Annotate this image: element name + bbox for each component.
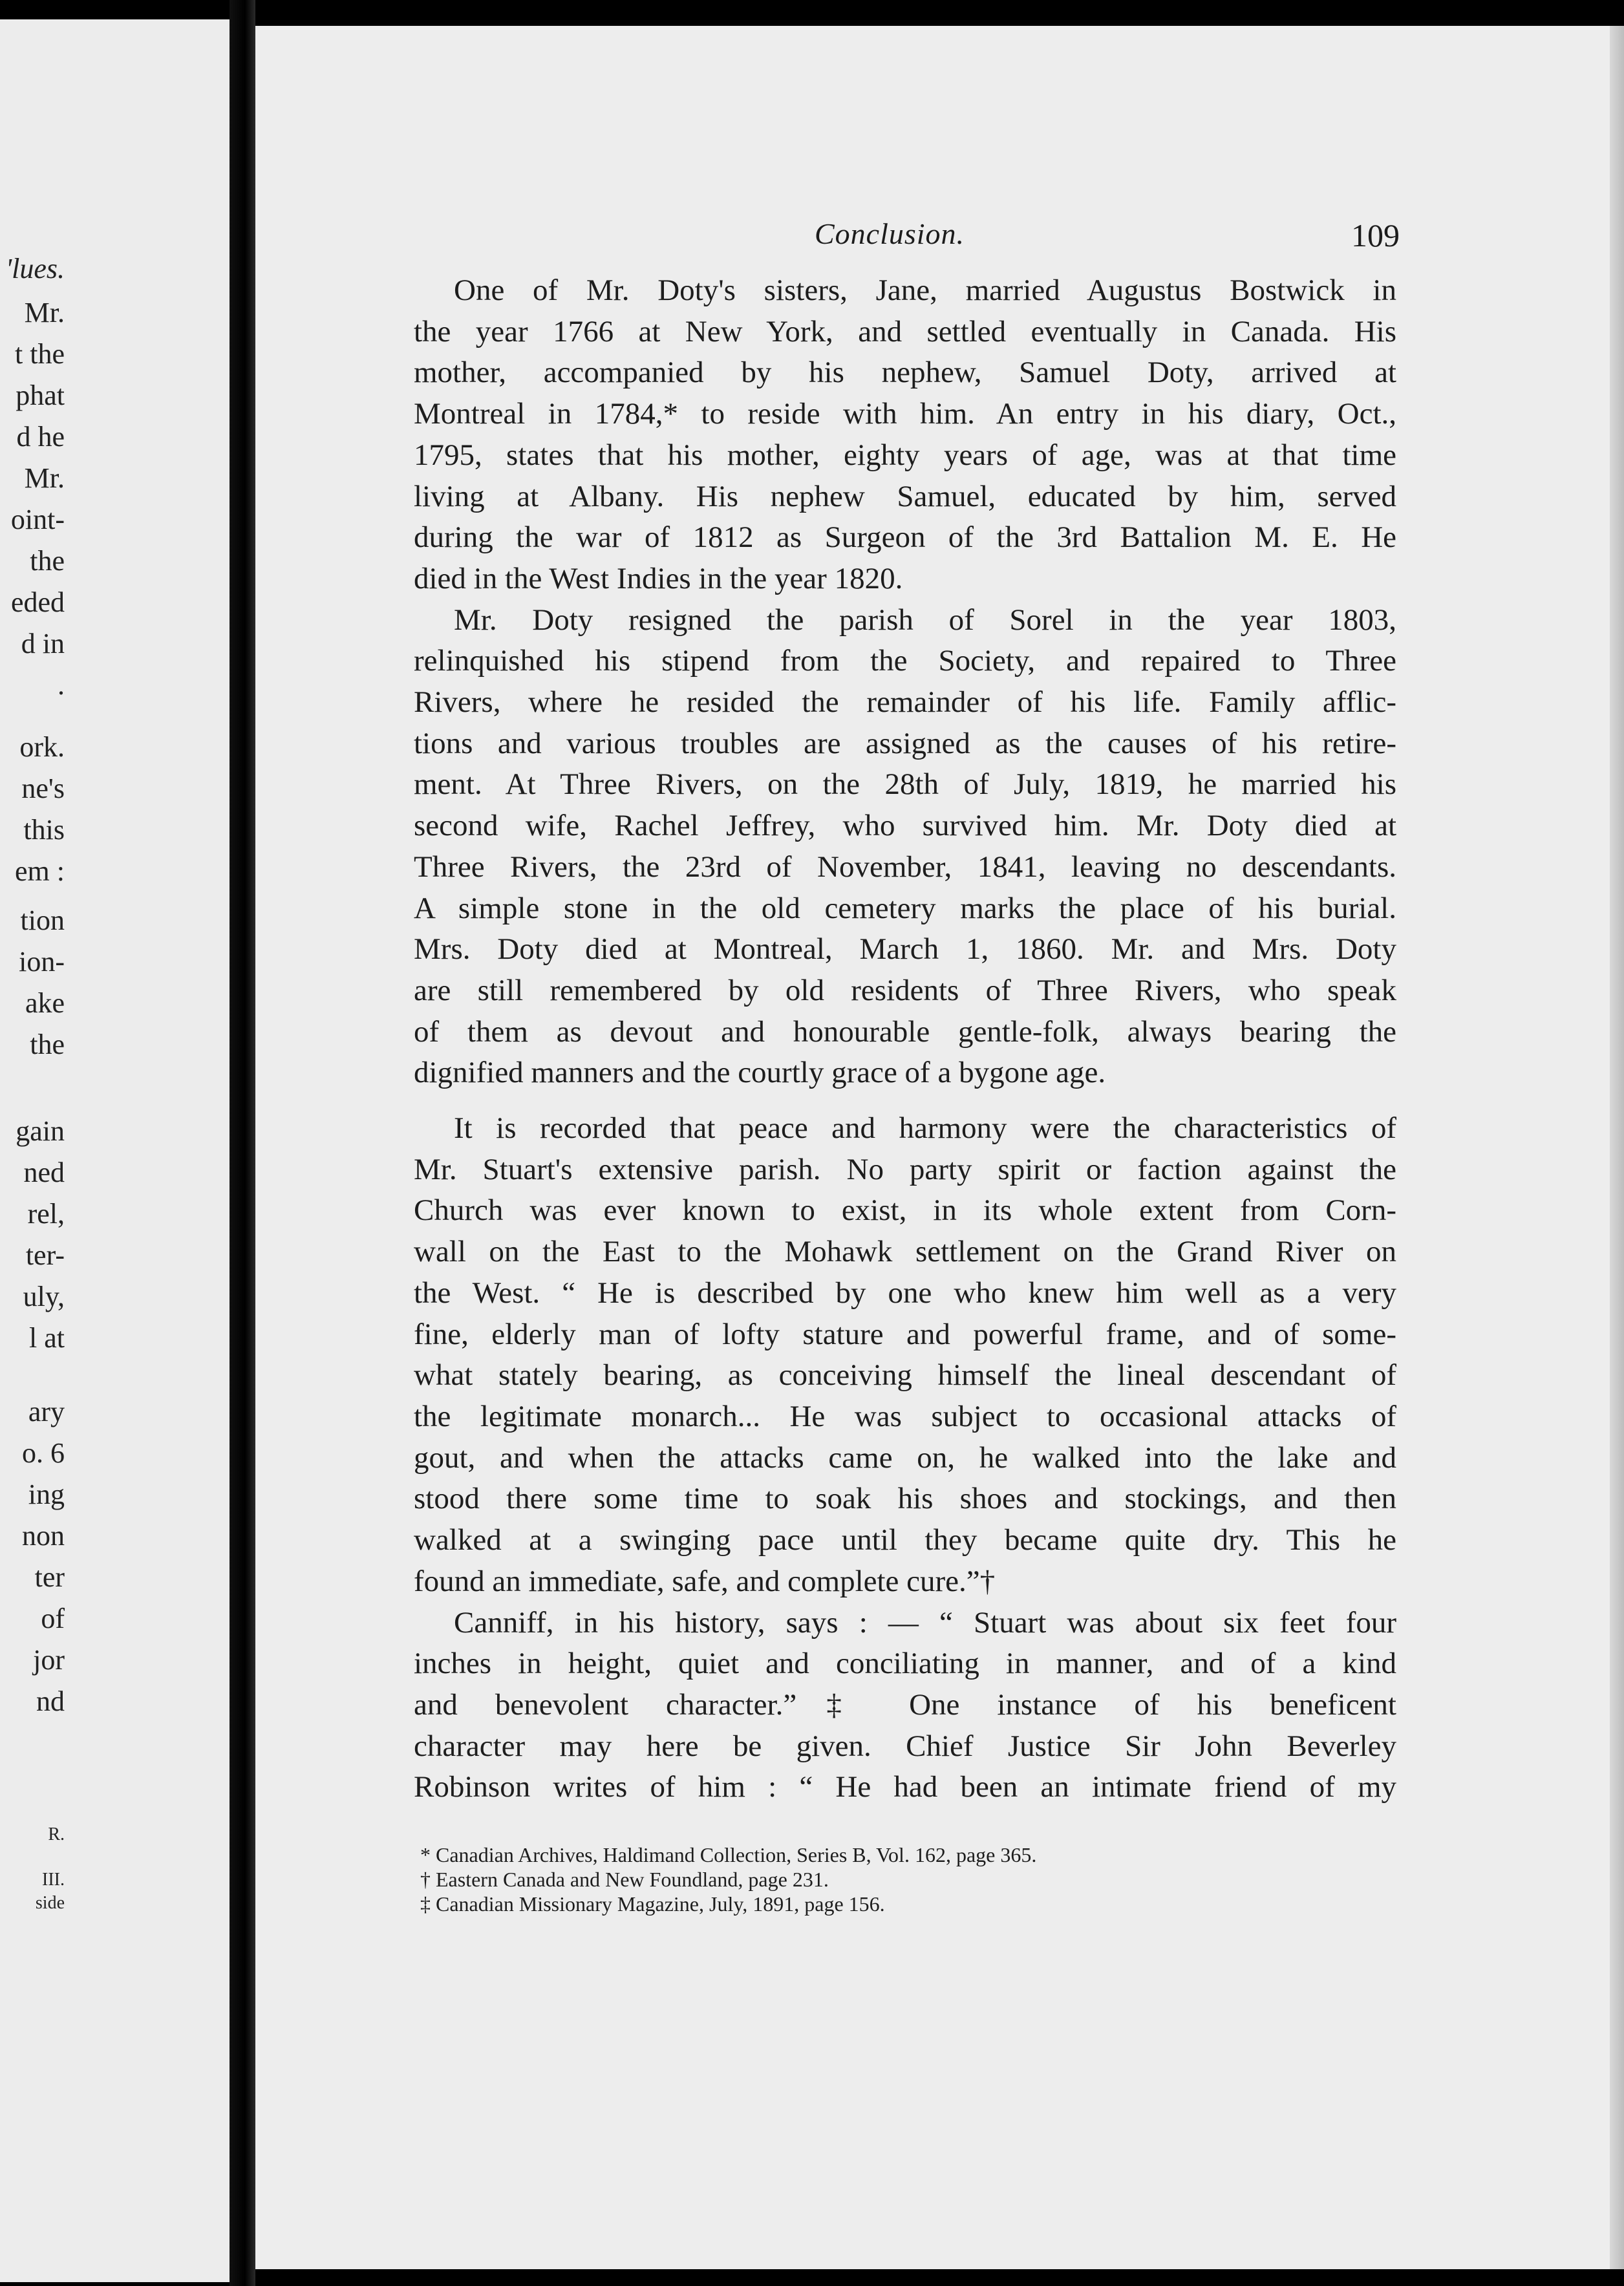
book-gutter — [230, 0, 255, 2286]
text-line: Mrs. Doty died at Montreal, March 1, 1860. Mr. and Mrs. Doty — [414, 932, 1396, 967]
facing-page-fragment: t the — [15, 338, 65, 370]
text-line: walked at a swinging pace until they became quite dry. This he — [414, 1523, 1396, 1557]
facing-page-fragment: eded — [10, 586, 65, 618]
text-line: A simple stone in the old cemetery marks the place of his burial. — [414, 891, 1396, 925]
facing-page-fragment: gain — [16, 1115, 65, 1147]
facing-page-fragment: uly, — [23, 1281, 65, 1312]
facing-page-fragment: jor — [33, 1644, 65, 1676]
text-line: Rivers, where he resided the remainder of his life. Family afflic- — [414, 685, 1396, 720]
facing-page-fragment: Mr. — [24, 297, 65, 328]
text-line: of them as devout and honourable gentle-folk, always bearing the — [414, 1014, 1396, 1049]
text-line: Robinson writes of him : “ He had been an intimate friend of my — [414, 1770, 1396, 1804]
facing-page-fragment: III. — [42, 1870, 65, 1890]
facing-page-fragment: ion- — [19, 946, 65, 977]
facing-page-fragment: rel, — [27, 1198, 65, 1230]
text-line: Mr. Stuart's extensive parish. No party spirit or faction against the — [414, 1152, 1396, 1186]
facing-page-fragment: 'lues. — [5, 253, 65, 284]
text-line: Montreal in 1784,* to reside with him. An entry in his diary, Oct., — [414, 397, 1396, 431]
facing-page-edge — [0, 19, 230, 2282]
facing-page-fragment: non — [22, 1520, 65, 1552]
text-line: One of Mr. Doty's sisters, Jane, married Augustus Bostwick in — [454, 273, 1396, 307]
paragraph — [414, 600, 1396, 1094]
text-line: Canniff, in his history, says : — “ Stuart was about six feet four — [454, 1605, 1396, 1640]
text-line: died in the West Indies in the year 1820. — [414, 561, 903, 595]
facing-page-fragment: side — [35, 1893, 65, 1913]
facing-page-fragment: ter — [34, 1561, 65, 1593]
facing-page-fragment: ter- — [25, 1239, 65, 1271]
text-line: the legitimate monarch... He was subject to occasional attacks of — [414, 1399, 1396, 1433]
facing-page-fragment: ork. — [19, 731, 65, 763]
facing-page-fragment: R. — [48, 1824, 65, 1844]
footnotes — [414, 1843, 1396, 1916]
facing-page-fragment: ned — [23, 1157, 65, 1188]
text-line: Mr. Doty resigned the parish of Sorel in the year 1803, — [454, 603, 1396, 637]
text-line: mother, accompanied by his nephew, Samuel Doty, arrived at — [414, 356, 1396, 390]
text-line: character may here be given. Chief Justice Sir John Beverley — [414, 1729, 1396, 1763]
text-line: fine, elderly man of lofty stature and powerful frame, and of some- — [414, 1317, 1396, 1351]
facing-page-fragment: l at — [29, 1322, 65, 1354]
facing-page-fragment: of — [41, 1603, 65, 1634]
page-edge — [1610, 26, 1624, 2269]
facing-page-fragment: phat — [16, 379, 65, 411]
text-line: It is recorded that peace and harmony were the characteristics of — [454, 1111, 1396, 1146]
text-line: the West. “ He is described by one who knew him well as a very — [414, 1276, 1396, 1310]
facing-page-fragment: oint- — [10, 504, 65, 535]
facing-page-fragment: ne's — [21, 773, 65, 804]
facing-page-fragment: nd — [36, 1685, 65, 1717]
facing-page-fragment: ake — [25, 987, 65, 1019]
text-line: gout, and when the attacks came on, he walked into the lake and — [414, 1440, 1396, 1475]
text-line: and benevolent character.”‡ One instance of his beneficent — [414, 1687, 1396, 1722]
text-line: stood there some time to soak his shoes and stockings, and then — [414, 1482, 1396, 1516]
text-line: second wife, Rachel Jeffrey, who survived him. Mr. Doty died at — [414, 809, 1396, 843]
facing-page-fragment: o. 6 — [22, 1437, 65, 1469]
text-line: are still remembered by old residents of Three Rivers, who speak — [414, 973, 1396, 1007]
facing-page-fragment: tion — [20, 904, 65, 936]
text-line: inches in height, quiet and conciliating in manner, and of a kind — [414, 1647, 1396, 1681]
paragraph — [414, 1108, 1396, 1602]
facing-page-fragment: . — [58, 669, 65, 701]
text-line: wall on the East to the Mohawk settlement on the Grand River on — [414, 1235, 1396, 1269]
body-text — [414, 270, 1396, 1808]
text-line: tions and various troubles are assigned as the causes of his retire- — [414, 726, 1396, 760]
footnote: ‡ Canadian Missionary Magazine, July, 1891, page 156. — [420, 1892, 885, 1916]
text-line: what stately bearing, as conceiving himself the lineal descendant of — [414, 1358, 1396, 1393]
facing-page-fragment: ary — [28, 1396, 65, 1427]
footnote: † Eastern Canada and New Foundland, page 231. — [420, 1868, 829, 1891]
text-line: living at Albany. His nephew Samuel, educated by him, served — [414, 479, 1396, 513]
facing-page-fragment: Mr. — [24, 462, 65, 494]
running-head: Conclusion. — [815, 217, 965, 250]
facing-page-fragment: the — [30, 545, 65, 577]
text-line: Church was ever known to exist, in its whole extent from Corn- — [414, 1193, 1396, 1228]
page-number: 109 — [1351, 217, 1400, 253]
text-line: 1795, states that his mother, eighty years of age, was at that time — [414, 438, 1396, 472]
text-line: relinquished his stipend from the Society, and repaired to Three — [414, 644, 1396, 678]
text-line: ment. At Three Rivers, on the 28th of July, 1819, he married his — [414, 767, 1396, 802]
text-line: dignified manners and the courtly grace of a bygone age. — [414, 1056, 1106, 1090]
facing-page-fragment: d in — [21, 628, 65, 659]
facing-page-fragment: the — [30, 1029, 65, 1060]
facing-page-fragment: ing — [28, 1479, 65, 1510]
text-line: found an immediate, safe, and complete cure.”† — [414, 1564, 996, 1598]
facing-page-fragment: this — [23, 814, 65, 846]
facing-page-fragment: d he — [16, 421, 65, 453]
paragraph — [414, 1603, 1396, 1809]
facing-page-fragment: em : — [15, 855, 65, 887]
paragraph — [414, 270, 1396, 600]
footnote: * Canadian Archives, Haldimand Collection, Series B, Vol. 162, page 365. — [420, 1843, 1037, 1866]
text-line: Three Rivers, the 23rd of November, 1841, leaving no descendants. — [414, 849, 1396, 884]
text-line: the year 1766 at New York, and settled eventually in Canada. His — [414, 314, 1396, 348]
text-line: during the war of 1812 as Surgeon of the 3rd Battalion M. E. He — [414, 520, 1396, 555]
